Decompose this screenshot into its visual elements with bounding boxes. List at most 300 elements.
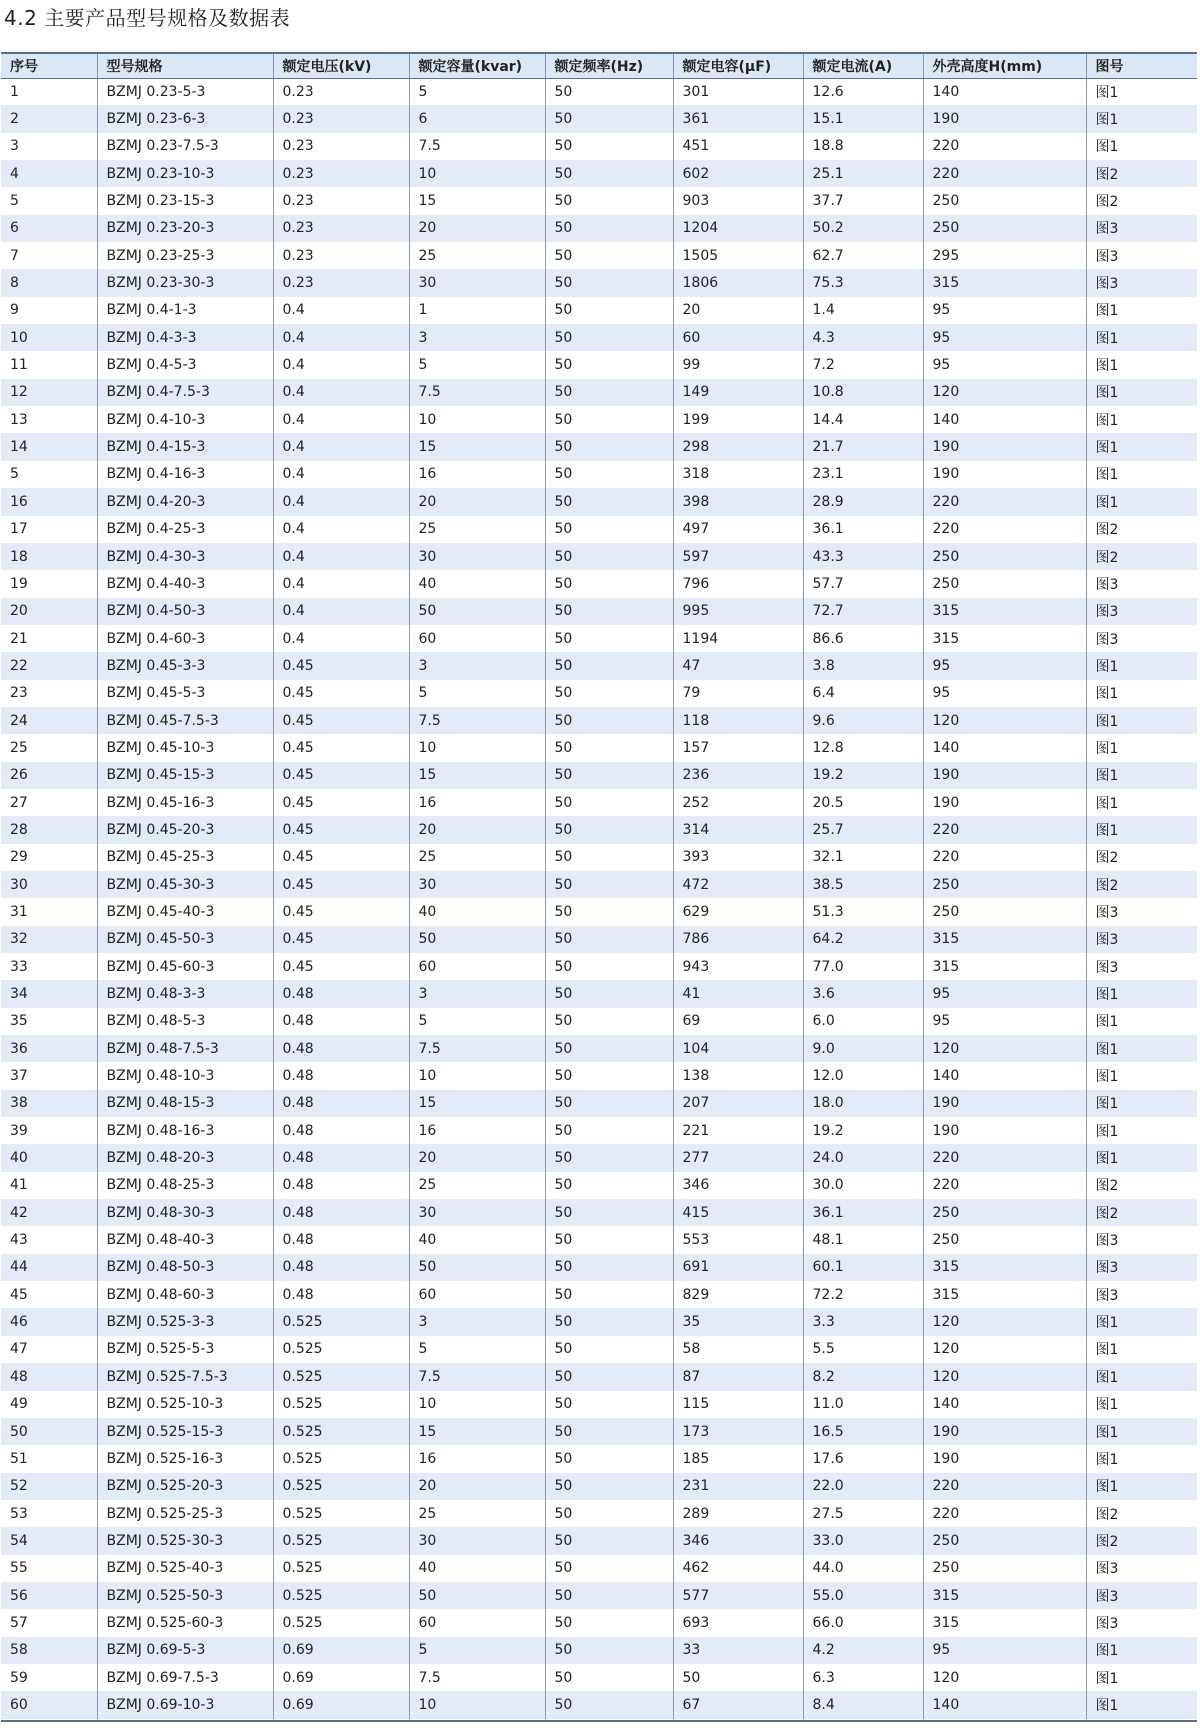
cell-voltage: 0.525: [273, 1555, 409, 1582]
cell-figure: 图3: [1086, 242, 1197, 269]
cell-current: 77.0: [803, 953, 923, 980]
table-row: [1, 680, 1197, 707]
cell-voltage: 0.48: [273, 1144, 409, 1171]
cell-figure: 图1: [1086, 1117, 1197, 1144]
cell-current: 20.5: [803, 789, 923, 816]
cell-figure: 图2: [1086, 844, 1197, 871]
cell-frequency: 50: [545, 1445, 673, 1472]
cell-capacity: 16: [409, 789, 545, 816]
cell-voltage: 0.4: [273, 516, 409, 543]
cell-height: 140: [923, 406, 1086, 433]
cell-voltage: 0.525: [273, 1308, 409, 1335]
cell-capacitance: 786: [673, 926, 803, 953]
cell-frequency: 50: [545, 1637, 673, 1664]
cell-voltage: 0.23: [273, 105, 409, 132]
cell-index: 29: [1, 844, 97, 871]
cell-frequency: 50: [545, 543, 673, 570]
cell-frequency: 50: [545, 187, 673, 214]
cell-height: 190: [923, 1418, 1086, 1445]
cell-figure: 图3: [1086, 1609, 1197, 1636]
cell-figure: 图1: [1086, 734, 1197, 761]
cell-model: BZMJ 0.23-30-3: [97, 269, 273, 296]
cell-figure: 图1: [1086, 707, 1197, 734]
cell-capacitance: 60: [673, 324, 803, 351]
cell-model: BZMJ 0.4-50-3: [97, 598, 273, 625]
cell-model: BZMJ 0.48-50-3: [97, 1254, 273, 1281]
cell-frequency: 50: [545, 1473, 673, 1500]
cell-figure: 图1: [1086, 980, 1197, 1007]
cell-current: 27.5: [803, 1500, 923, 1527]
cell-voltage: 0.48: [273, 1281, 409, 1308]
table-row: [1, 1527, 1197, 1554]
cell-capacitance: 462: [673, 1555, 803, 1582]
cell-capacitance: 1194: [673, 625, 803, 652]
cell-voltage: 0.45: [273, 926, 409, 953]
table-row: [1, 1609, 1197, 1636]
cell-capacity: 1: [409, 297, 545, 324]
cell-index: 49: [1, 1391, 97, 1418]
cell-figure: 图2: [1086, 1527, 1197, 1554]
table-row: [1, 461, 1197, 488]
cell-voltage: 0.23: [273, 160, 409, 187]
cell-figure: 图3: [1086, 570, 1197, 597]
cell-figure: 图3: [1086, 926, 1197, 953]
cell-voltage: 0.525: [273, 1473, 409, 1500]
cell-capacity: 10: [409, 406, 545, 433]
table-row: [1, 707, 1197, 734]
cell-frequency: 50: [545, 105, 673, 132]
cell-figure: 图1: [1086, 1691, 1197, 1718]
cell-voltage: 0.45: [273, 680, 409, 707]
spec-table: [1, 52, 1197, 1719]
cell-height: 120: [923, 1664, 1086, 1691]
cell-height: 250: [923, 570, 1086, 597]
table-header: [1, 53, 1197, 78]
cell-model: BZMJ 0.4-25-3: [97, 516, 273, 543]
cell-current: 55.0: [803, 1582, 923, 1609]
cell-index: 12: [1, 379, 97, 406]
cell-model: BZMJ 0.48-20-3: [97, 1144, 273, 1171]
cell-height: 140: [923, 1691, 1086, 1718]
cell-figure: 图1: [1086, 680, 1197, 707]
cell-index: 19: [1, 570, 97, 597]
cell-index: 35: [1, 1008, 97, 1035]
table-row: [1, 734, 1197, 761]
cell-height: 220: [923, 516, 1086, 543]
cell-capacity: 7.5: [409, 379, 545, 406]
cell-capacitance: 597: [673, 543, 803, 570]
cell-model: BZMJ 0.23-5-3: [97, 78, 273, 105]
cell-index: 44: [1, 1254, 97, 1281]
cell-figure: 图1: [1086, 488, 1197, 515]
cell-height: 120: [923, 707, 1086, 734]
table-row: [1, 1445, 1197, 1472]
cell-index: 32: [1, 926, 97, 953]
cell-current: 12.0: [803, 1062, 923, 1089]
cell-model: BZMJ 0.45-3-3: [97, 652, 273, 679]
cell-capacitance: 50: [673, 1664, 803, 1691]
cell-frequency: 50: [545, 242, 673, 269]
cell-index: 38: [1, 1090, 97, 1117]
table-row: [1, 269, 1197, 296]
cell-voltage: 0.45: [273, 707, 409, 734]
column-header-voltage: 额定电压(kV): [273, 53, 409, 78]
cell-height: 190: [923, 1445, 1086, 1472]
cell-capacitance: 277: [673, 1144, 803, 1171]
cell-model: BZMJ 0.525-7.5-3: [97, 1363, 273, 1390]
cell-model: BZMJ 0.45-5-3: [97, 680, 273, 707]
cell-current: 64.2: [803, 926, 923, 953]
cell-voltage: 0.48: [273, 1090, 409, 1117]
cell-height: 120: [923, 379, 1086, 406]
column-header-capacitance: 额定电容(μF): [673, 53, 803, 78]
cell-capacitance: 252: [673, 789, 803, 816]
cell-voltage: 0.23: [273, 215, 409, 242]
cell-frequency: 50: [545, 1555, 673, 1582]
cell-current: 21.7: [803, 433, 923, 460]
cell-frequency: 50: [545, 78, 673, 105]
cell-height: 315: [923, 1254, 1086, 1281]
table-body: [1, 78, 1197, 1719]
cell-voltage: 0.4: [273, 406, 409, 433]
cell-capacity: 40: [409, 1226, 545, 1253]
column-header-model: 型号规格: [97, 53, 273, 78]
cell-height: 250: [923, 871, 1086, 898]
cell-capacity: 16: [409, 461, 545, 488]
cell-capacity: 15: [409, 1090, 545, 1117]
cell-model: BZMJ 0.525-5-3: [97, 1336, 273, 1363]
cell-height: 220: [923, 1172, 1086, 1199]
cell-capacity: 15: [409, 433, 545, 460]
cell-model: BZMJ 0.4-5-3: [97, 351, 273, 378]
cell-height: 220: [923, 488, 1086, 515]
cell-voltage: 0.45: [273, 844, 409, 871]
cell-capacity: 5: [409, 680, 545, 707]
cell-capacity: 30: [409, 871, 545, 898]
table-row: [1, 1308, 1197, 1335]
cell-figure: 图1: [1086, 1336, 1197, 1363]
table-row: [1, 1062, 1197, 1089]
cell-model: BZMJ 0.23-25-3: [97, 242, 273, 269]
cell-capacitance: 298: [673, 433, 803, 460]
table-row: [1, 570, 1197, 597]
table-row: [1, 1582, 1197, 1609]
cell-index: 50: [1, 1418, 97, 1445]
cell-capacity: 20: [409, 488, 545, 515]
cell-capacitance: 346: [673, 1527, 803, 1554]
cell-model: BZMJ 0.4-30-3: [97, 543, 273, 570]
cell-figure: 图1: [1086, 1062, 1197, 1089]
cell-height: 190: [923, 789, 1086, 816]
cell-figure: 图1: [1086, 1308, 1197, 1335]
cell-figure: 图3: [1086, 1254, 1197, 1281]
cell-current: 6.0: [803, 1008, 923, 1035]
cell-current: 24.0: [803, 1144, 923, 1171]
cell-current: 57.7: [803, 570, 923, 597]
cell-model: BZMJ 0.4-20-3: [97, 488, 273, 515]
cell-current: 9.0: [803, 1035, 923, 1062]
cell-capacitance: 415: [673, 1199, 803, 1226]
cell-voltage: 0.4: [273, 625, 409, 652]
table-row: [1, 816, 1197, 843]
cell-voltage: 0.23: [273, 78, 409, 105]
cell-model: BZMJ 0.48-15-3: [97, 1090, 273, 1117]
table-row: [1, 598, 1197, 625]
cell-capacitance: 157: [673, 734, 803, 761]
cell-frequency: 50: [545, 625, 673, 652]
cell-height: 250: [923, 543, 1086, 570]
cell-figure: 图1: [1086, 78, 1197, 105]
cell-capacitance: 185: [673, 1445, 803, 1472]
cell-voltage: 0.48: [273, 1117, 409, 1144]
table-row: [1, 1199, 1197, 1226]
cell-height: 140: [923, 78, 1086, 105]
cell-capacity: 3: [409, 324, 545, 351]
cell-figure: 图1: [1086, 1473, 1197, 1500]
cell-capacitance: 497: [673, 516, 803, 543]
cell-model: BZMJ 0.4-16-3: [97, 461, 273, 488]
cell-figure: 图1: [1086, 406, 1197, 433]
cell-capacitance: 79: [673, 680, 803, 707]
cell-frequency: 50: [545, 433, 673, 460]
cell-frequency: 50: [545, 871, 673, 898]
cell-figure: 图1: [1086, 1445, 1197, 1472]
cell-model: BZMJ 0.23-15-3: [97, 187, 273, 214]
cell-frequency: 50: [545, 1090, 673, 1117]
cell-capacity: 20: [409, 1144, 545, 1171]
cell-model: BZMJ 0.4-10-3: [97, 406, 273, 433]
cell-figure: 图1: [1086, 816, 1197, 843]
cell-model: BZMJ 0.45-50-3: [97, 926, 273, 953]
cell-current: 37.7: [803, 187, 923, 214]
cell-frequency: 50: [545, 215, 673, 242]
cell-current: 28.9: [803, 488, 923, 515]
cell-capacitance: 301: [673, 78, 803, 105]
cell-current: 36.1: [803, 1199, 923, 1226]
cell-model: BZMJ 0.69-5-3: [97, 1637, 273, 1664]
cell-current: 8.2: [803, 1363, 923, 1390]
cell-capacitance: 1806: [673, 269, 803, 296]
cell-current: 6.3: [803, 1664, 923, 1691]
cell-model: BZMJ 0.48-3-3: [97, 980, 273, 1007]
cell-voltage: 0.48: [273, 1254, 409, 1281]
cell-current: 16.5: [803, 1418, 923, 1445]
header-row: [1, 53, 1197, 78]
cell-index: 55: [1, 1555, 97, 1582]
cell-index: 10: [1, 324, 97, 351]
cell-index: 21: [1, 625, 97, 652]
cell-model: BZMJ 0.45-30-3: [97, 871, 273, 898]
table-row: [1, 1336, 1197, 1363]
cell-capacitance: 398: [673, 488, 803, 515]
cell-frequency: 50: [545, 652, 673, 679]
cell-capacity: 20: [409, 215, 545, 242]
table-row: [1, 1117, 1197, 1144]
cell-current: 4.3: [803, 324, 923, 351]
cell-current: 22.0: [803, 1473, 923, 1500]
table-bottom-rule: [1, 1720, 1197, 1722]
cell-current: 5.5: [803, 1336, 923, 1363]
cell-capacitance: 173: [673, 1418, 803, 1445]
column-header-capacity: 额定容量(kvar): [409, 53, 545, 78]
cell-height: 220: [923, 1144, 1086, 1171]
table-row: [1, 1391, 1197, 1418]
cell-model: BZMJ 0.4-40-3: [97, 570, 273, 597]
cell-figure: 图1: [1086, 1008, 1197, 1035]
cell-frequency: 50: [545, 406, 673, 433]
cell-current: 66.0: [803, 1609, 923, 1636]
cell-capacity: 50: [409, 926, 545, 953]
cell-capacity: 10: [409, 160, 545, 187]
cell-index: 48: [1, 1363, 97, 1390]
cell-voltage: 0.45: [273, 953, 409, 980]
cell-index: 25: [1, 734, 97, 761]
cell-capacitance: 796: [673, 570, 803, 597]
cell-index: 5: [1, 461, 97, 488]
column-header-index: 序号: [1, 53, 97, 78]
cell-figure: 图2: [1086, 160, 1197, 187]
cell-voltage: 0.48: [273, 980, 409, 1007]
cell-capacity: 30: [409, 1199, 545, 1226]
cell-frequency: 50: [545, 1226, 673, 1253]
cell-capacity: 15: [409, 187, 545, 214]
table-row: [1, 789, 1197, 816]
table-row: [1, 215, 1197, 242]
table-row: [1, 406, 1197, 433]
cell-frequency: 50: [545, 898, 673, 925]
cell-model: BZMJ 0.525-60-3: [97, 1609, 273, 1636]
cell-figure: 图1: [1086, 1391, 1197, 1418]
cell-index: 30: [1, 871, 97, 898]
cell-capacity: 6: [409, 105, 545, 132]
cell-height: 295: [923, 242, 1086, 269]
cell-capacity: 20: [409, 816, 545, 843]
cell-index: 43: [1, 1226, 97, 1253]
cell-current: 14.4: [803, 406, 923, 433]
cell-voltage: 0.48: [273, 1008, 409, 1035]
cell-capacitance: 138: [673, 1062, 803, 1089]
table-row: [1, 1418, 1197, 1445]
cell-model: BZMJ 0.48-5-3: [97, 1008, 273, 1035]
cell-index: 6: [1, 215, 97, 242]
cell-index: 24: [1, 707, 97, 734]
cell-capacitance: 451: [673, 133, 803, 160]
cell-model: BZMJ 0.525-10-3: [97, 1391, 273, 1418]
cell-height: 250: [923, 1527, 1086, 1554]
cell-current: 86.6: [803, 625, 923, 652]
cell-model: BZMJ 0.69-10-3: [97, 1691, 273, 1718]
cell-voltage: 0.525: [273, 1445, 409, 1472]
cell-capacitance: 943: [673, 953, 803, 980]
cell-figure: 图1: [1086, 461, 1197, 488]
cell-index: 8: [1, 269, 97, 296]
cell-capacitance: 289: [673, 1500, 803, 1527]
table-row: [1, 1035, 1197, 1062]
spec-table-container: [1, 52, 1197, 1719]
cell-voltage: 0.4: [273, 570, 409, 597]
cell-capacity: 25: [409, 516, 545, 543]
table-row: [1, 652, 1197, 679]
cell-figure: 图3: [1086, 1226, 1197, 1253]
cell-current: 30.0: [803, 1172, 923, 1199]
cell-frequency: 50: [545, 598, 673, 625]
table-row: [1, 980, 1197, 1007]
cell-model: BZMJ 0.48-60-3: [97, 1281, 273, 1308]
cell-frequency: 50: [545, 1691, 673, 1718]
cell-frequency: 50: [545, 1664, 673, 1691]
table-row: [1, 1664, 1197, 1691]
table-row: [1, 488, 1197, 515]
cell-frequency: 50: [545, 570, 673, 597]
cell-capacity: 40: [409, 1555, 545, 1582]
cell-capacitance: 58: [673, 1336, 803, 1363]
cell-model: BZMJ 0.48-7.5-3: [97, 1035, 273, 1062]
cell-capacitance: 231: [673, 1473, 803, 1500]
cell-capacitance: 35: [673, 1308, 803, 1335]
cell-capacity: 16: [409, 1445, 545, 1472]
cell-current: 17.6: [803, 1445, 923, 1472]
cell-index: 9: [1, 297, 97, 324]
cell-capacity: 7.5: [409, 1035, 545, 1062]
cell-voltage: 0.4: [273, 543, 409, 570]
cell-height: 315: [923, 598, 1086, 625]
cell-current: 15.1: [803, 105, 923, 132]
cell-current: 18.0: [803, 1090, 923, 1117]
cell-height: 220: [923, 1500, 1086, 1527]
cell-capacity: 60: [409, 1281, 545, 1308]
cell-current: 51.3: [803, 898, 923, 925]
cell-model: BZMJ 0.45-10-3: [97, 734, 273, 761]
cell-voltage: 0.69: [273, 1691, 409, 1718]
cell-voltage: 0.48: [273, 1062, 409, 1089]
cell-current: 19.2: [803, 762, 923, 789]
cell-height: 220: [923, 816, 1086, 843]
cell-voltage: 0.23: [273, 269, 409, 296]
cell-height: 190: [923, 762, 1086, 789]
cell-index: 47: [1, 1336, 97, 1363]
cell-figure: 图1: [1086, 379, 1197, 406]
cell-current: 36.1: [803, 516, 923, 543]
cell-voltage: 0.525: [273, 1609, 409, 1636]
cell-figure: 图1: [1086, 297, 1197, 324]
column-header-figure: 图号: [1086, 53, 1197, 78]
cell-frequency: 50: [545, 1527, 673, 1554]
cell-frequency: 50: [545, 1308, 673, 1335]
cell-index: 11: [1, 351, 97, 378]
cell-current: 44.0: [803, 1555, 923, 1582]
table-row: [1, 898, 1197, 925]
cell-figure: 图1: [1086, 351, 1197, 378]
cell-capacitance: 20: [673, 297, 803, 324]
cell-capacitance: 33: [673, 1637, 803, 1664]
cell-frequency: 50: [545, 1363, 673, 1390]
cell-current: 8.4: [803, 1691, 923, 1718]
table-row: [1, 379, 1197, 406]
cell-voltage: 0.23: [273, 242, 409, 269]
cell-capacitance: 69: [673, 1008, 803, 1035]
cell-frequency: 50: [545, 926, 673, 953]
cell-model: BZMJ 0.4-15-3: [97, 433, 273, 460]
cell-capacitance: 903: [673, 187, 803, 214]
cell-capacity: 5: [409, 1637, 545, 1664]
cell-voltage: 0.525: [273, 1527, 409, 1554]
cell-capacitance: 829: [673, 1281, 803, 1308]
cell-current: 25.1: [803, 160, 923, 187]
cell-figure: 图1: [1086, 1363, 1197, 1390]
cell-figure: 图2: [1086, 543, 1197, 570]
cell-current: 25.7: [803, 816, 923, 843]
cell-voltage: 0.23: [273, 133, 409, 160]
